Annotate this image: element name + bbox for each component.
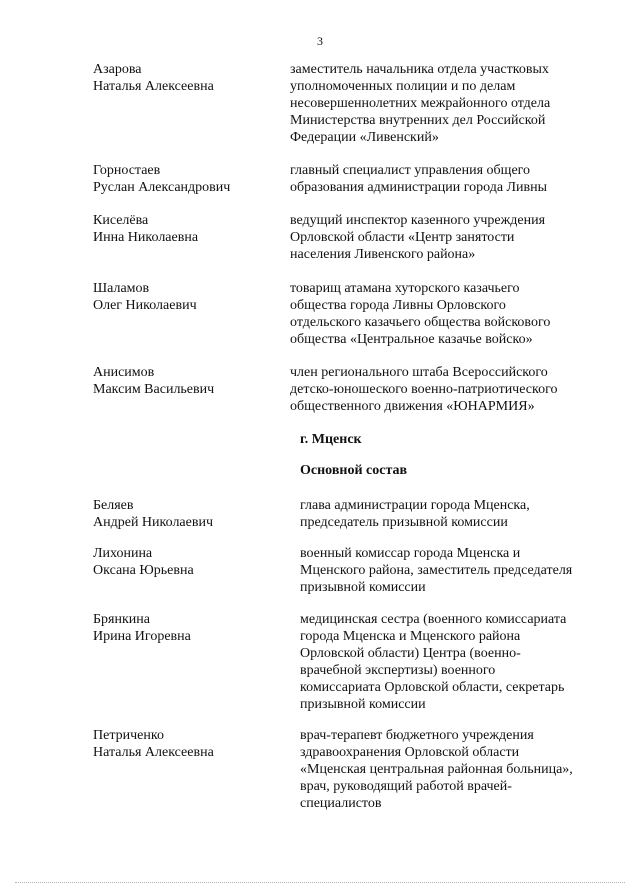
member-name bbox=[93, 497, 283, 531]
role-line: призывной комиссии bbox=[300, 580, 426, 595]
role-line: специалистов bbox=[300, 796, 382, 811]
role-line: уполномоченных полиции и по делам bbox=[290, 79, 516, 94]
given-names: Ирина Игоревна bbox=[93, 629, 191, 644]
given-names: Наталья Алексеевна bbox=[93, 79, 214, 94]
surname: Горностаев bbox=[93, 163, 161, 178]
role-line: товарищ атамана хуторского казачьего bbox=[290, 281, 520, 296]
role-line: «Мценская центральная районная больница», bbox=[300, 762, 573, 777]
role-line: Мценского района, заместитель председателя bbox=[300, 563, 573, 578]
role-line: отдельского казачьего общества войскового bbox=[290, 315, 551, 330]
member-name bbox=[93, 364, 283, 398]
role-line: ведущий инспектор казенного учреждения bbox=[290, 213, 546, 228]
role-line: призывной комиссии bbox=[300, 697, 426, 712]
member-name bbox=[93, 727, 283, 761]
scan-edge-artifact bbox=[15, 882, 625, 885]
member-role bbox=[300, 727, 600, 812]
role-line: военный комиссар города Мценска и bbox=[300, 546, 521, 561]
surname: Азарова bbox=[93, 62, 142, 77]
role-line: глава администрации города Мценска, bbox=[300, 498, 530, 513]
surname: Петриченко bbox=[93, 728, 164, 743]
role-line: общественного движения «ЮНАРМИЯ» bbox=[290, 399, 535, 414]
role-line: Орловской области «Центр занятости bbox=[290, 230, 515, 245]
member-role bbox=[300, 497, 600, 531]
member-name bbox=[93, 545, 283, 579]
member-role bbox=[290, 61, 590, 146]
role-line: здравоохранения Орловской области bbox=[300, 745, 520, 760]
given-names: Наталья Алексеевна bbox=[93, 745, 214, 760]
role-line: заместитель начальника отдела участковых bbox=[290, 62, 549, 77]
surname: Шаламов bbox=[93, 281, 150, 296]
member-role bbox=[290, 364, 590, 415]
role-line: комиссариата Орловской области, секретарь bbox=[300, 680, 565, 695]
given-names: Инна Николаевна bbox=[93, 230, 199, 245]
given-names: Руслан Александрович bbox=[93, 180, 231, 195]
role-line: главный специалист управления общего bbox=[290, 163, 531, 178]
page-number: 3 bbox=[317, 34, 323, 48]
given-names: Андрей Николаевич bbox=[93, 515, 213, 530]
surname: Лихонина bbox=[93, 546, 153, 561]
role-line: образования администрации города Ливны bbox=[290, 180, 548, 195]
member-role bbox=[290, 280, 590, 348]
role-line: медицинская сестра (военного комиссариата bbox=[300, 612, 567, 627]
role-line: Орловской области) Центра (военно- bbox=[300, 646, 521, 661]
role-line: детско-юношеского военно-патриотического bbox=[290, 382, 558, 397]
member-name bbox=[93, 611, 283, 645]
member-name bbox=[93, 212, 283, 246]
role-line: врач-терапевт бюджетного учреждения bbox=[300, 728, 534, 743]
member-role bbox=[300, 545, 600, 596]
role-line: член регионального штаба Всероссийского bbox=[290, 365, 548, 380]
role-line: председатель призывной комиссии bbox=[300, 515, 508, 530]
section-heading: Основной состав bbox=[300, 463, 408, 478]
role-line: общества «Центральное казачье войско» bbox=[290, 332, 533, 347]
role-line: города Мценска и Мценского района bbox=[300, 629, 521, 644]
member-role bbox=[290, 162, 590, 196]
surname: Анисимов bbox=[93, 365, 155, 380]
member-role bbox=[300, 611, 600, 713]
member-role bbox=[290, 212, 590, 263]
member-name bbox=[93, 162, 283, 196]
surname: Брянкина bbox=[93, 612, 150, 627]
role-line: общества города Ливны Орловского bbox=[290, 298, 506, 313]
role-line: Министерства внутренних дел Российской bbox=[290, 113, 546, 128]
role-line: населения Ливенского района» bbox=[290, 247, 476, 262]
member-name bbox=[93, 280, 283, 314]
given-names: Максим Васильевич bbox=[93, 382, 215, 397]
given-names: Оксана Юрьевна bbox=[93, 563, 194, 578]
surname: Киселёва bbox=[93, 213, 149, 228]
role-line: врачебной экспертизы) военного bbox=[300, 663, 496, 678]
given-names: Олег Николаевич bbox=[93, 298, 197, 313]
role-line: врач, руководящий работой врачей- bbox=[300, 779, 512, 794]
city-heading: г. Мценск bbox=[300, 432, 362, 447]
member-name bbox=[93, 61, 283, 95]
role-line: Федерации «Ливенский» bbox=[290, 130, 439, 145]
surname: Беляев bbox=[93, 498, 134, 513]
role-line: несовершеннолетних межрайонного отдела bbox=[290, 96, 551, 111]
